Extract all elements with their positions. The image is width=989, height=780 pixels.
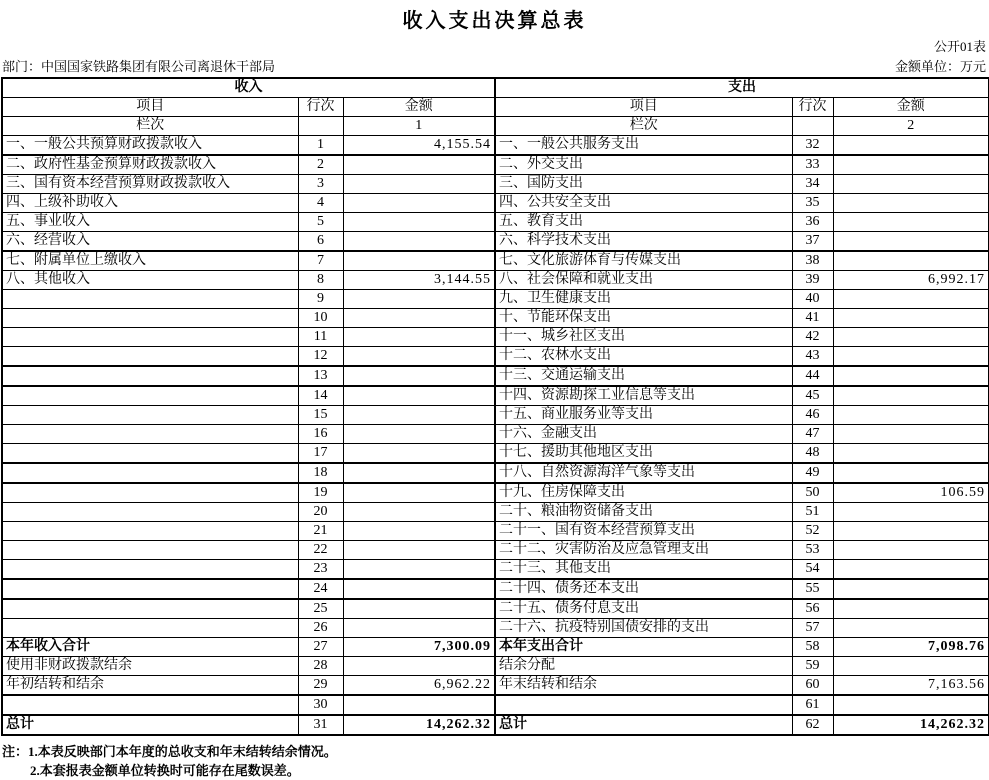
expense-rowno-cell: 55 (792, 579, 833, 599)
income-amount-cell (343, 619, 495, 638)
table-row (2, 599, 989, 619)
income-item-cell (2, 290, 298, 309)
income-item-cell (2, 347, 298, 367)
income-rowno-cell: 8 (298, 271, 343, 290)
meta-line (0, 55, 989, 77)
income-lanci-empty (298, 117, 343, 136)
expense-amount-cell (833, 251, 989, 271)
note-line-1: 注：1.本表反映部门本年度的总收支和年末结转结余情况。 (2, 744, 337, 759)
table-row (2, 136, 989, 156)
expense-rowno-header: 行次 (792, 98, 833, 117)
income-rowno-cell: 25 (298, 599, 343, 619)
expense-amount-cell: 7,163.56 (833, 676, 989, 696)
income-amount-cell (343, 444, 495, 464)
expense-rowno-cell: 40 (792, 290, 833, 309)
expense-item-cell: 十八、自然资源海洋气象等支出 (495, 463, 792, 483)
expense-rowno-cell: 61 (792, 695, 833, 715)
income-rowno-cell: 17 (298, 444, 343, 464)
income-amount-cell (343, 657, 495, 676)
table-row (2, 676, 989, 696)
income-rowno-cell: 1 (298, 136, 343, 156)
income-amount-cell (343, 541, 495, 560)
income-amount-cell (343, 386, 495, 406)
income-amount-cell (343, 309, 495, 328)
income-amount-header: 金额 (343, 98, 495, 117)
table-row (2, 541, 989, 560)
expense-amount-cell: 7,098.76 (833, 638, 989, 657)
income-item-cell (2, 695, 298, 715)
income-item-cell: 八、其他收入 (2, 271, 298, 290)
table-body (2, 136, 989, 736)
unit-label: 金额单位：万元 (894, 59, 986, 74)
income-item-cell: 四、上级补助收入 (2, 194, 298, 213)
expense-item-cell: 二、外交支出 (495, 155, 792, 175)
income-rowno-header: 行次 (298, 98, 343, 117)
income-rowno-cell: 11 (298, 328, 343, 347)
expense-item-cell: 一、一般公共服务支出 (495, 136, 792, 156)
expense-amount-cell (833, 444, 989, 464)
income-amount-cell: 4,155.54 (343, 136, 495, 156)
expense-rowno-cell: 44 (792, 366, 833, 386)
expense-amount-cell: 106.59 (833, 483, 989, 503)
expense-amount-cell (833, 290, 989, 309)
expense-item-cell: 年末结转和结余 (495, 676, 792, 696)
income-amount-cell (343, 194, 495, 213)
table-row (2, 503, 989, 522)
expense-rowno-cell: 38 (792, 251, 833, 271)
summary-table (1, 77, 989, 736)
expense-amount-cell (833, 136, 989, 156)
income-item-cell: 六、经营收入 (2, 232, 298, 252)
income-rowno-cell: 23 (298, 560, 343, 580)
income-rowno-cell: 2 (298, 155, 343, 175)
expense-item-cell: 二十、粮油物资储备支出 (495, 503, 792, 522)
expense-rowno-cell: 45 (792, 386, 833, 406)
income-amount-cell (343, 406, 495, 425)
income-amount-cell (343, 503, 495, 522)
income-item-cell (2, 619, 298, 638)
expense-amount-cell (833, 560, 989, 580)
income-section-header: 收入 (2, 78, 495, 98)
expense-item-cell: 七、文化旅游体育与传媒支出 (495, 251, 792, 271)
income-amount-cell: 7,300.09 (343, 638, 495, 657)
expense-item-cell: 本年支出合计 (495, 638, 792, 657)
income-rowno-cell: 16 (298, 425, 343, 444)
income-item-cell (2, 309, 298, 328)
expense-rowno-cell: 37 (792, 232, 833, 252)
income-rowno-cell: 15 (298, 406, 343, 425)
income-amount-cell (343, 232, 495, 252)
expense-amount-cell (833, 213, 989, 232)
expense-rowno-cell: 47 (792, 425, 833, 444)
expense-item-cell: 十三、交通运输支出 (495, 366, 792, 386)
income-item-cell (2, 386, 298, 406)
expense-rowno-cell: 59 (792, 657, 833, 676)
income-amount-cell: 3,144.55 (343, 271, 495, 290)
expense-col-number: 2 (833, 117, 989, 136)
expense-rowno-cell: 33 (792, 155, 833, 175)
expense-item-cell: 八、社会保障和就业支出 (495, 271, 792, 290)
expense-item-cell: 六、科学技术支出 (495, 232, 792, 252)
expense-item-cell (495, 695, 792, 715)
income-rowno-cell: 26 (298, 619, 343, 638)
income-rowno-cell: 22 (298, 541, 343, 560)
income-amount-cell (343, 290, 495, 309)
income-rowno-cell: 3 (298, 175, 343, 194)
table-row (2, 232, 989, 252)
income-amount-cell (343, 251, 495, 271)
expense-item-cell: 三、国防支出 (495, 175, 792, 194)
income-rowno-cell: 10 (298, 309, 343, 328)
expense-item-cell: 二十一、国有资本经营预算支出 (495, 522, 792, 541)
table-row (2, 290, 989, 309)
expense-rowno-cell: 48 (792, 444, 833, 464)
income-item-cell (2, 541, 298, 560)
expense-amount-cell (833, 386, 989, 406)
table-row (2, 560, 989, 580)
income-item-cell (2, 463, 298, 483)
table-row (2, 444, 989, 464)
department-label: 部门：中国国家铁路集团有限公司离退休干部局 (2, 59, 276, 74)
page-title: 收入支出决算总表 (402, 10, 587, 32)
expense-rowno-cell: 50 (792, 483, 833, 503)
expense-item-cell: 总计 (495, 715, 792, 735)
income-amount-cell (343, 695, 495, 715)
income-rowno-cell: 19 (298, 483, 343, 503)
expense-item-cell: 二十四、债务还本支出 (495, 579, 792, 599)
income-amount-cell (343, 522, 495, 541)
expense-amount-cell (833, 579, 989, 599)
income-item-cell: 使用非财政拨款结余 (2, 657, 298, 676)
expense-rowno-cell: 41 (792, 309, 833, 328)
income-col-number: 1 (343, 117, 495, 136)
income-item-cell (2, 425, 298, 444)
expense-rowno-cell: 52 (792, 522, 833, 541)
expense-item-cell: 五、教育支出 (495, 213, 792, 232)
income-rowno-cell: 31 (298, 715, 343, 735)
note-line-2: 2.本套报表金额单位转换时可能存在尾数误差。 (30, 763, 300, 778)
expense-item-cell: 九、卫生健康支出 (495, 290, 792, 309)
table-row (2, 309, 989, 328)
income-rowno-cell: 21 (298, 522, 343, 541)
income-item-cell (2, 579, 298, 599)
income-rowno-cell: 14 (298, 386, 343, 406)
expense-amount-cell (833, 619, 989, 638)
income-rowno-cell: 18 (298, 463, 343, 483)
expense-rowno-cell: 60 (792, 676, 833, 696)
expense-rowno-cell: 46 (792, 406, 833, 425)
income-item-cell: 三、国有资本经营预算财政拨款收入 (2, 175, 298, 194)
table-row (2, 579, 989, 599)
table-row (2, 657, 989, 676)
income-lanci-label: 栏次 (2, 117, 298, 136)
expense-amount-cell (833, 175, 989, 194)
expense-amount-cell (833, 463, 989, 483)
expense-amount-cell: 14,262.32 (833, 715, 989, 735)
column-index-row (2, 117, 989, 136)
expense-rowno-cell: 32 (792, 136, 833, 156)
income-rowno-cell: 7 (298, 251, 343, 271)
expense-amount-cell (833, 155, 989, 175)
table-row (2, 271, 989, 290)
income-item-cell (2, 406, 298, 425)
table-row (2, 695, 989, 715)
expense-rowno-cell: 51 (792, 503, 833, 522)
footnotes (0, 742, 989, 780)
table-row (2, 251, 989, 271)
expense-item-cell: 十九、住房保障支出 (495, 483, 792, 503)
income-amount-cell (343, 483, 495, 503)
expense-item-cell: 十七、援助其他地区支出 (495, 444, 792, 464)
income-rowno-cell: 20 (298, 503, 343, 522)
table-row (2, 483, 989, 503)
table-row (2, 155, 989, 175)
expense-item-cell: 二十三、其他支出 (495, 560, 792, 580)
income-amount-cell (343, 155, 495, 175)
table-row (2, 638, 989, 657)
expense-lanci-empty (792, 117, 833, 136)
table-row (2, 463, 989, 483)
section-header-row (2, 78, 989, 98)
table-row (2, 347, 989, 367)
expense-amount-cell: 6,992.17 (833, 271, 989, 290)
expense-rowno-cell: 49 (792, 463, 833, 483)
income-rowno-cell: 28 (298, 657, 343, 676)
expense-rowno-cell: 36 (792, 213, 833, 232)
income-item-header: 项目 (2, 98, 298, 117)
expense-item-cell: 二十二、灾害防治及应急管理支出 (495, 541, 792, 560)
income-item-cell: 本年收入合计 (2, 638, 298, 657)
expense-amount-cell (833, 366, 989, 386)
expense-amount-cell (833, 425, 989, 444)
table-row (2, 175, 989, 194)
table-row (2, 715, 989, 735)
expense-item-header: 项目 (495, 98, 792, 117)
expense-rowno-cell: 39 (792, 271, 833, 290)
income-rowno-cell: 24 (298, 579, 343, 599)
income-item-cell (2, 599, 298, 619)
income-item-cell (2, 444, 298, 464)
table-row (2, 328, 989, 347)
income-amount-cell (343, 175, 495, 194)
expense-amount-cell (833, 657, 989, 676)
expense-rowno-cell: 54 (792, 560, 833, 580)
expense-rowno-cell: 34 (792, 175, 833, 194)
expense-item-cell: 二十五、债务付息支出 (495, 599, 792, 619)
expense-amount-cell (833, 695, 989, 715)
income-rowno-cell: 6 (298, 232, 343, 252)
income-item-cell: 一、一般公共预算财政拨款收入 (2, 136, 298, 156)
expense-item-cell: 十六、金融支出 (495, 425, 792, 444)
income-item-cell (2, 483, 298, 503)
table-row (2, 406, 989, 425)
expense-rowno-cell: 43 (792, 347, 833, 367)
income-amount-cell (343, 328, 495, 347)
sheet-label: 公开01表 (933, 39, 986, 54)
expense-amount-cell (833, 503, 989, 522)
expense-amount-cell (833, 194, 989, 213)
income-amount-cell (343, 463, 495, 483)
expense-item-cell: 十二、农林水支出 (495, 347, 792, 367)
expense-amount-cell (833, 541, 989, 560)
income-item-cell (2, 328, 298, 347)
income-amount-cell (343, 425, 495, 444)
income-item-cell: 五、事业收入 (2, 213, 298, 232)
income-rowno-cell: 30 (298, 695, 343, 715)
income-amount-cell (343, 560, 495, 580)
expense-item-cell: 二十六、抗疫特别国债安排的支出 (495, 619, 792, 638)
income-rowno-cell: 13 (298, 366, 343, 386)
expense-rowno-cell: 42 (792, 328, 833, 347)
income-rowno-cell: 12 (298, 347, 343, 367)
expense-amount-cell (833, 406, 989, 425)
expense-amount-cell (833, 522, 989, 541)
table-row (2, 386, 989, 406)
table-row (2, 522, 989, 541)
income-rowno-cell: 29 (298, 676, 343, 696)
expense-amount-cell (833, 328, 989, 347)
income-rowno-cell: 27 (298, 638, 343, 657)
expense-amount-cell (833, 309, 989, 328)
expense-lanci-label: 栏次 (495, 117, 792, 136)
expense-rowno-cell: 57 (792, 619, 833, 638)
income-rowno-cell: 5 (298, 213, 343, 232)
expense-item-cell: 十、节能环保支出 (495, 309, 792, 328)
expense-rowno-cell: 62 (792, 715, 833, 735)
expense-amount-cell (833, 599, 989, 619)
expense-amount-header: 金额 (833, 98, 989, 117)
income-item-cell: 年初结转和结余 (2, 676, 298, 696)
income-item-cell: 二、政府性基金预算财政拨款收入 (2, 155, 298, 175)
income-item-cell: 七、附属单位上缴收入 (2, 251, 298, 271)
expense-rowno-cell: 56 (792, 599, 833, 619)
expense-item-cell: 十一、城乡社区支出 (495, 328, 792, 347)
table-row (2, 366, 989, 386)
income-amount-cell (343, 347, 495, 367)
expense-rowno-cell: 35 (792, 194, 833, 213)
table-row (2, 619, 989, 638)
expense-section-header: 支出 (495, 78, 989, 98)
table-row (2, 425, 989, 444)
table-row (2, 213, 989, 232)
income-item-cell (2, 366, 298, 386)
expense-amount-cell (833, 232, 989, 252)
income-item-cell (2, 503, 298, 522)
income-amount-cell: 6,962.22 (343, 676, 495, 696)
income-amount-cell (343, 366, 495, 386)
expense-amount-cell (833, 347, 989, 367)
income-item-cell (2, 522, 298, 541)
expense-rowno-cell: 53 (792, 541, 833, 560)
income-amount-cell (343, 599, 495, 619)
table-row (2, 194, 989, 213)
column-header-row (2, 98, 989, 117)
income-rowno-cell: 9 (298, 290, 343, 309)
expense-item-cell: 结余分配 (495, 657, 792, 676)
income-amount-cell (343, 579, 495, 599)
income-amount-cell: 14,262.32 (343, 715, 495, 735)
expense-item-cell: 十四、资源勘探工业信息等支出 (495, 386, 792, 406)
expense-item-cell: 十五、商业服务业等支出 (495, 406, 792, 425)
expense-rowno-cell: 58 (792, 638, 833, 657)
income-rowno-cell: 4 (298, 194, 343, 213)
expense-item-cell: 四、公共安全支出 (495, 194, 792, 213)
income-item-cell: 总计 (2, 715, 298, 735)
income-amount-cell (343, 213, 495, 232)
income-item-cell (2, 560, 298, 580)
